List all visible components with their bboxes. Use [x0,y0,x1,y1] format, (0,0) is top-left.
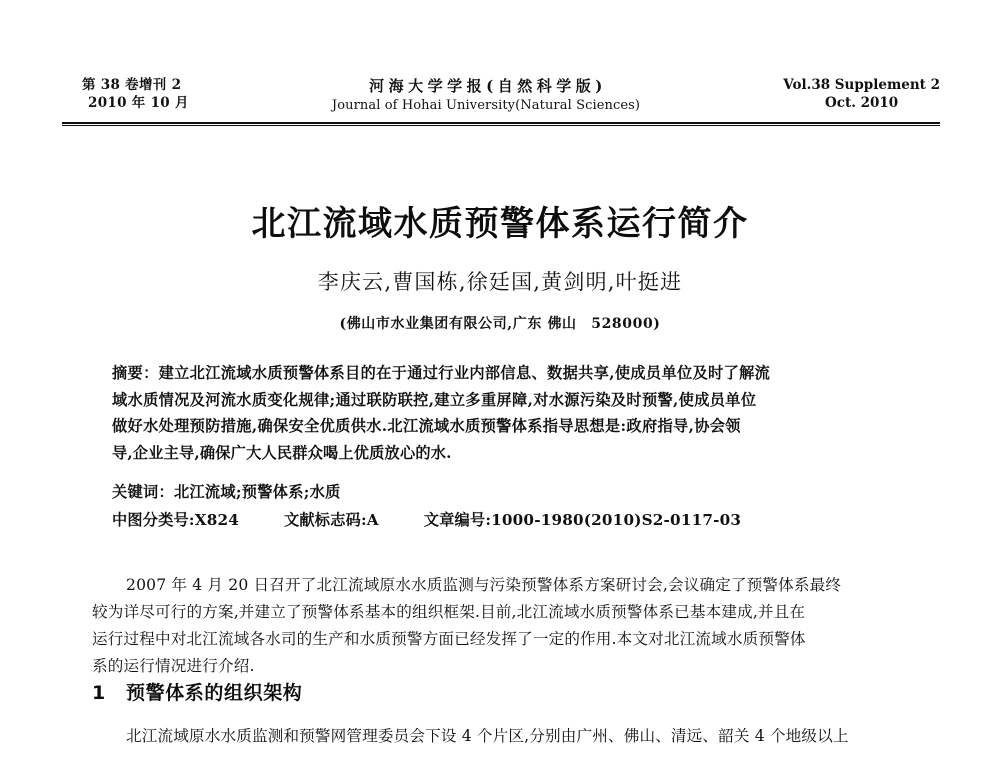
author-list: 李庆云,曹国栋,徐廷国,黄剑明,叶挺进 [317,270,683,294]
journal-title-en: Journal of Hohai University(Natural Sciences) [331,98,641,114]
abstract-line: 域水质情况及河流水质变化规律;通过联防联控,建立多重屏障,对水源污染及时预警,使成员单位 [112,390,757,409]
author-affiliation: (佛山市水业集团有限公司,广东 佛山 528000) [339,316,661,332]
masthead-date-cn: 2010 年 10 月 [88,95,189,112]
body-line: 较为详尽可行的方案,并建立了预警体系基本的组织框架.目前,北江流域水质预警体系已基本建成,并且在 [92,603,806,621]
page-title: 北江流域水质预警体系运行简介 [251,204,749,244]
clc-number: 中图分类号:X824 [112,511,240,529]
journal-title-cn: 河海大学学报(自然科学版) [369,77,607,95]
abstract-line: 摘要：建立北江流域水质预警体系目的在于通过行业内部信息、数据共享,使成员单位及时了解流 [112,364,771,382]
header-rule-thin [62,125,940,126]
body-line: 系的运行情况进行介绍. [92,657,255,675]
header-double-rule [62,122,940,127]
body-line: 2007 年 4 月 20 日召开了北江流域原水水质监测与污染预警体系方案研讨会,会议确定了预警体系最终 [126,576,842,594]
masthead-volume-issue: 第 38 卷增刊 2 [82,77,182,93]
section-heading-1 [92,678,302,705]
masthead-right [783,76,940,112]
article-number: 文章编号:1000-1980(2010)S2-0117-03 [423,511,742,529]
section-title: 预警体系的组织架构 [126,682,303,704]
masthead-left [78,76,189,112]
abstract-line: 做好水处理预防措施,确保安全优质供水.北江流域水质预警体系指导思想是:政府指导,协会领 [112,417,741,435]
section-number: 1 [92,682,106,704]
keywords-line: 关键词：北江流域;预警体系;水质 [112,483,341,501]
body-line: 北江流域原水水质监测和预警网管理委员会下设 4 个片区,分别由广州、佛山、清远、韶关 4 个地级以上 [126,727,849,745]
masthead-volume-en: Vol.38 Supplement 2 [783,77,940,93]
body-line: 运行过程中对北江流域各水司的生产和水质预警方面已经发挥了一定的作用.本文对北江流域水质预警体 [92,630,806,648]
masthead [78,76,940,115]
abstract-line: 导,企业主导,确保广大人民群众喝上优质放心的水. [112,443,452,462]
abstract-block [112,360,902,466]
classification-line [112,509,902,530]
masthead-date-en: Oct. 2010 [825,95,899,112]
masthead-center [332,76,640,115]
section-1-paragraph [92,723,922,750]
intro-paragraph [92,572,922,680]
document-code: 文献标志码:A [284,511,379,529]
header-rule-thick [62,122,940,124]
